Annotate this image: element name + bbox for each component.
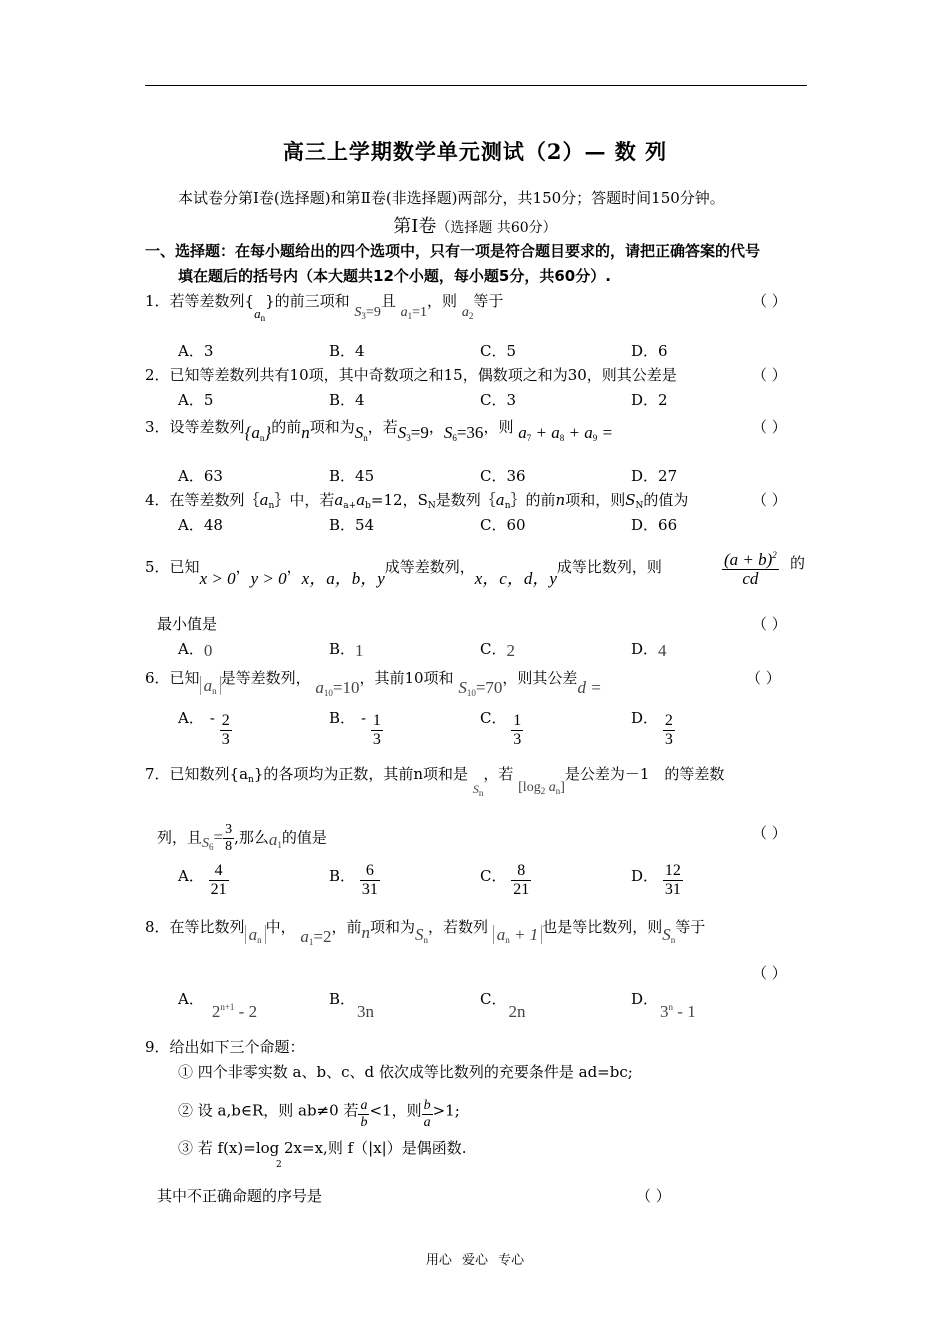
answer-bracket-9[interactable]: （ ）	[636, 1187, 671, 1205]
page-footer: 用心 爱心 专心	[425, 1253, 525, 1268]
q9-proposition-3: ③ 若 f(x)=log 2x=x,则 f（|x|）是偶函数.	[178, 1139, 467, 1157]
q3-option-a: A．63	[178, 467, 223, 485]
question-9-stem: 9．给出如下三个命题：	[145, 1038, 305, 1056]
q6-option-d: D． $\frac{2}{3}$	[631, 708, 673, 748]
q5-option-c: C．2	[480, 640, 515, 660]
question-4-stem: 4．在等差数列$\{a_n\}$中，若$a_{a+}a_b=12$，$S_N$是数列$\{a_n\}$的前n项和，则$S_N$的值为	[145, 491, 689, 511]
q2-option-a: A．5	[178, 391, 214, 409]
q7-option-b: B． $\frac{6}{31}$	[329, 862, 378, 898]
q2-option-b: B．4	[329, 391, 365, 409]
q9-final: 其中不正确命题的序号是	[157, 1187, 323, 1205]
q8-option-a: A．$2^{n+1} - 2$	[178, 990, 258, 1021]
q7-option-d: D． $\frac{12}{31}$	[631, 862, 681, 898]
question-7-line2: 列，且$S_6=$ $\frac{3}{8}$ ,那么$a_1$的值是	[157, 822, 327, 854]
section-heading	[0, 212, 950, 238]
q4-option-b: B．54	[329, 516, 375, 534]
answer-bracket-8[interactable]: （ ）	[752, 964, 787, 982]
q1-option-a: A．3	[178, 342, 214, 360]
q3-option-b: B．45	[329, 467, 375, 485]
q2-option-d: D．2	[631, 391, 668, 409]
q8-option-d: D．3$^n$ - 1	[631, 990, 696, 1021]
question-8-stem: 8．在等比数列 $a_n$中， $a_1=2$，前n项和为$S_n$，若数列 $a_n + 1$ 也是等比数列，则$S_n$等于	[145, 918, 706, 947]
page-title: 高三上学期数学单元测试（2）— 数 列	[282, 139, 668, 164]
top-rule	[145, 85, 807, 86]
question-2-stem: 2．已知等差数列共有10项，其中奇数项之和15，偶数项之和为30，则其公差是	[145, 366, 677, 384]
q3-option-c: C．36	[480, 467, 526, 485]
section-main: 第Ⅰ卷	[393, 216, 437, 237]
q8-option-b: B．3n	[329, 990, 375, 1021]
q2-option-c: C．3	[480, 391, 517, 409]
q5-line2: 最小值是	[157, 615, 218, 633]
q7-option-c: C． $\frac{8}{21}$	[480, 862, 530, 898]
answer-bracket-6[interactable]: （ ）	[746, 669, 781, 687]
answer-bracket-2[interactable]: （ ）	[752, 366, 787, 384]
q6-option-c: C． $\frac{1}{3}$	[480, 708, 522, 748]
q1-option-b: B．4	[329, 342, 365, 360]
answer-bracket-3[interactable]: （ ）	[752, 418, 787, 436]
question-3-stem: 3．设等差数列$\{a_n\}$的前n项和为$S_n$，若$S_3=9$，$S_6=36$，则 $a_7 + a_8 + a_9$ =	[145, 418, 613, 443]
q3-option-d: D．27	[631, 467, 678, 485]
question-1-stem: 1．若等差数列$\{a_n\}$的前三项和 $S_3=9$且 $a_1=1$，则 $a_2$等于	[145, 292, 504, 323]
instruction-line2: 填在题后的括号内（本大题共12个小题，每小题5分，共60分）.	[178, 267, 611, 285]
q1-option-d: D．6	[631, 342, 668, 360]
q5-option-a: A．0	[178, 640, 213, 660]
answer-bracket-7[interactable]: （ ）	[752, 824, 787, 842]
q9-proposition-2: ② 设 a,b∈R，则 ab≠0 若 $\frac{a}{b}$ <1，则 $\frac{b}{a}$ >1;	[178, 1098, 460, 1130]
q9-proposition-1: ① 四个非零实数 a、b、c、d 依次成等比数列的充要条件是 ad=bc;	[178, 1063, 633, 1081]
answer-bracket-1[interactable]: （ ）	[752, 292, 787, 310]
q5-tail: 的	[790, 554, 806, 572]
q7-option-a: A． $\frac{4}{21}$	[178, 862, 227, 898]
question-5-stem: 5．已知x > 0，y > 0，x，a，b，y成等差数列，x，c，d，y成等比数列，则	[145, 558, 662, 588]
instruction-line1: 一、选择题：在每小题给出的四个选项中，只有一项是符合题目要求的，请把正确答案的代号	[145, 242, 761, 260]
q6-option-b: B． - $\frac{1}{3}$	[329, 708, 381, 748]
q6-option-a: A． - $\frac{2}{3}$	[178, 708, 230, 748]
q5-option-d: D．4	[631, 640, 667, 660]
q9-log-subscript: 2	[276, 1160, 282, 1170]
q4-option-a: A．48	[178, 516, 223, 534]
question-7-stem: 7．已知数列$\{a_n\}$的各项均为正数，其前n项和是 $_{S_n}$，若 [$\log_2$ $a_n$]是公差为－1 的等差数	[145, 765, 725, 798]
answer-bracket-4[interactable]: （ ）	[752, 491, 787, 509]
q5-fraction: $\frac{(a + b)^2}{cd}$	[722, 546, 779, 588]
section-note: （选择题 共60分）	[436, 220, 557, 236]
q4-option-d: D．66	[631, 516, 678, 534]
q4-option-c: C．60	[480, 516, 526, 534]
q1-option-c: C．5	[480, 342, 517, 360]
q8-option-c: C．2n	[480, 990, 526, 1021]
answer-bracket-5[interactable]: （ ）	[752, 615, 787, 633]
q5-option-b: B．1	[329, 640, 364, 660]
intro-text: 本试卷分第Ⅰ卷(选择题)和第Ⅱ卷(非选择题)两部分，共150分；答题时间150分钟。	[178, 189, 725, 207]
question-6-stem: 6．已知 $a_n$是等差数列， $a_{10}=10$，其前10项和 $S_{10}=70$，则其公差d =	[145, 669, 602, 698]
